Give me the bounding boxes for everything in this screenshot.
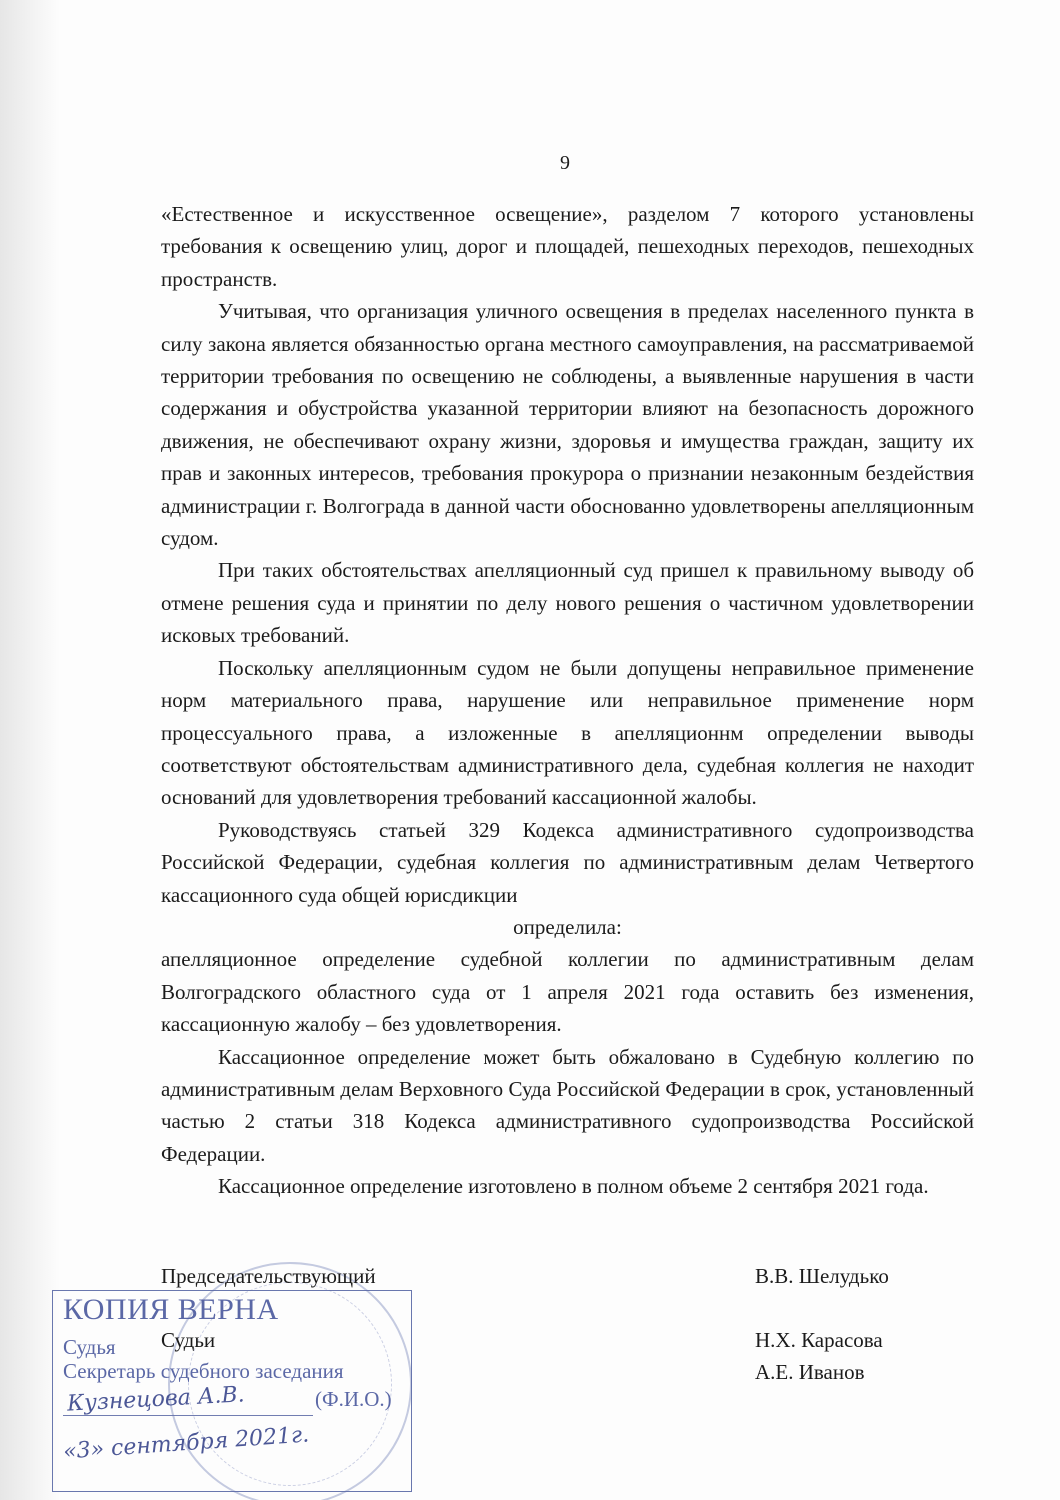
copy-certified-stamp [52, 1290, 412, 1492]
paragraph-4: Поскольку апелляционным судом не были допущены неправильное применение норм материального права, нарушение или неправильное применение норм процессуального права, а изложенные в апелляционнм определении выводы соответствуют обстоятельствам административного дела, судебная коллегия не находит оснований для удовлетворения требований кассационной жалобы. [161, 655, 974, 810]
paragraph-1: «Естественное и искусственное освещение», разделом 7 которого установлены требования к освещению улиц, дорог и площадей, пешеходных переходов, пешеходных пространств. [161, 202, 974, 291]
presiding-label: Председательствующий [161, 1264, 376, 1288]
stamp-fio-label: (Ф.И.О.) [315, 1387, 392, 1411]
paragraph-3: При таких обстоятельствах апелляционный суд пришел к правильному выводу об отмене решения суда и принятии по делу нового решения о частичном удовлетворении исковых требований. [161, 558, 974, 648]
stamp-judge-label: Судья [63, 1335, 116, 1359]
judge-1-name: Н.Х. Карасова [755, 1328, 883, 1352]
paragraph-appeal: Кассационное определение может быть обжаловано в Судебную коллегию по административным делам Верховного Суда Российской Федерации в срок, установленный частью 2 статьи 318 Кодекса административного судопроизводства Российской Федерации. [161, 1044, 974, 1166]
paragraph-completion: Кассационное определение изготовлено в полном объеме 2 сентября 2021 года. [218, 1174, 929, 1199]
paragraph-ruling: апелляционное определение судебной коллегии по административным делам Волгоградского областного суда от 1 апреля 2021 года оставить без изменения, кассационную жалобу – без удовлетворения. [161, 947, 974, 1037]
document-body [161, 198, 974, 1203]
page-number: 9 [560, 152, 570, 174]
judge-2-name: А.Е. Иванов [755, 1360, 865, 1384]
stamp-handwritten-name: Кузнецова А.В. [66, 1382, 246, 1417]
stamp-title: КОПИЯ ВЕРНА [63, 1293, 279, 1326]
stamp-secretary-label: Секретарь судебного заседания [63, 1359, 344, 1383]
judges-label: Судьи [161, 1328, 216, 1352]
paragraph-2: Учитывая, что организация уличного освещения в пределах населенного пункта в силу закона является обязанностью органа местного самоуправления, на рассматриваемой территории требования по освещению не соблюдены, а выявленные нарушения в части содержания и обустройства указанной территории влияют на безопасность дорожного движения, не обеспечивают охрану жизни, здоровья и имущества граждан, защиту их прав и законных интересов, требования прокурора о признании незаконным бездействия администрации г. Волгограда в данной части обоснованно удовлетворены апелляционным судом. [161, 299, 974, 551]
stamp-handwritten-date: «3» сентября 2021г. [62, 1422, 310, 1465]
ruling-heading: определила: [513, 914, 622, 939]
presiding-row [161, 1260, 974, 1292]
stamp-underline [63, 1415, 313, 1416]
presiding-name: В.В. Шелудько [755, 1264, 889, 1288]
paragraph-5: Руководствуясь статьей 329 Кодекса административного судопроизводства Российской Федерации, судебная коллегия по административным делам Четвертого кассационного суда общей юрисдикции [161, 817, 974, 907]
